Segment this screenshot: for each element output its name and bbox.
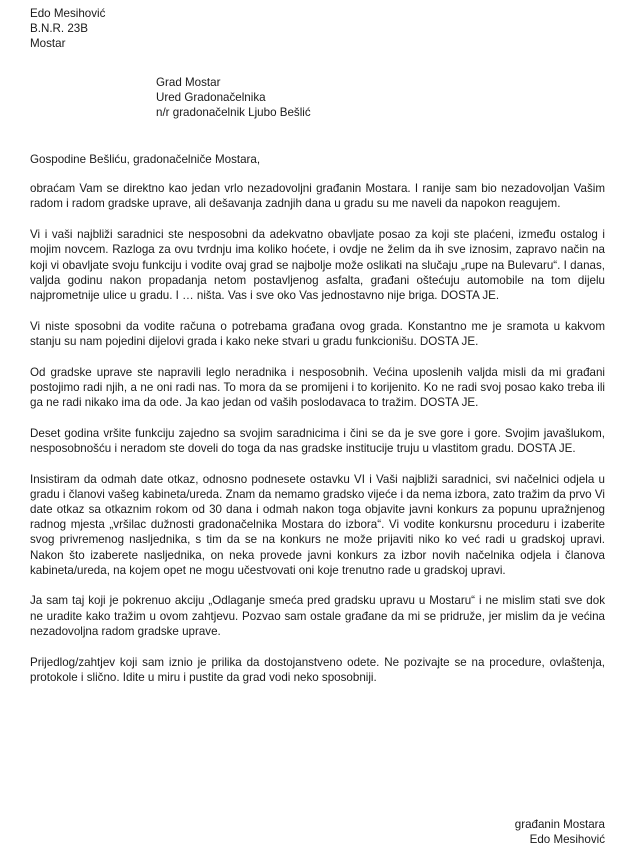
paragraph-4: Od gradske uprave ste napravili leglo neradnika i nesposobnih. Većina uposlenih valjda misli da mi građani postojimo radi njih, a ne oni radi nas. To mora da se promijeni i to korijenito. Ko ne radi svoj posao kako treba ili ga ne radi nikako ima da ode. Ja kao jedan od vaših poslodavaca to tražim. DOSTA JE. (30, 365, 605, 409)
sender-block (30, 6, 105, 52)
paragraph-7: Ja sam taj koji je pokrenuo akciju „Odlaganje smeća pred gradsku upravu u Mostaru“ i ne mislim stati sve dok ne uradite kako tražim u ovom zahtjevu. Pozvao sam ostale građane da mi se pridruže, jer mislim da je većina nezadovoljna radom gradske uprave. (30, 594, 605, 638)
sender-address: B.N.R. 23B (30, 22, 88, 36)
paragraph-6: Insistiram da odmah date otkaz, odnosno podnesete ostavku VI i Vaši najbliži saradnici, svi načelnici odjela u gradu i članovi vašeg kabineta/ureda. Znam da nemamo gradsko vijeće i da nema izbora, zato tražim da prvo Vi date otkaz sa otkaznim rokom od 30 dana i odmah nakon toga objavite javni konkurs za popunu upražnjenog radnog mjesta „vršilac dužnosti gradonačelnika Mostara do izbora“. Vi vodite konkursnu proceduru i izaberite svog privremenog nasljednika, s tim da se na konkurs ne može prijaviti niko ko već radi u gradskoj upravi. Nakon što izaberete nasljednika, on neka provede javni konkurs za izbor novih načelnika odjela i članova kabineta/ureda, na kojem opet ne mogu učestvovati oni koje trenutno rade u gradskoj upravi. (30, 472, 605, 577)
sender-city: Mostar (30, 37, 66, 51)
paragraph-5: Deset godina vršite funkciju zajedno sa svojim saradnicima i čini se da je sve gore i gore. Svojim javašlukom, nesposobnošću i neradom ste doveli do toga da nas gradske institucije truju u vlastitom gradu. DOSTA JE. (30, 426, 605, 455)
recipient-line-2: Ured Gradonačelnika (156, 91, 266, 105)
recipient-block (156, 75, 311, 121)
letter-body (30, 152, 605, 700)
signature-title: građanin Mostara (514, 818, 605, 831)
paragraph-2: Vi i vaši najbliži saradnici ste nesposobni da adekvatno obavljate posao za koji ste plaćeni, između ostalog i mojim novcem. Razloga za ovu tvrdnju ima koliko hoćete, i ovdje ne želim da ih sve iznosim, zapravo način na koji vi obavljate svoju funkciju i vodite ovaj grad se najbolje može oslikati na slučaju „rupe na Bulevaru“. I danas, valjda godinu nakon propadanja netom postavljenog asfalta, građani oštećuju automobile na tom dijelu najprometnije ulice u gradu. I … ništa. Vas i sve oko Vas jednostavno nije briga. DOSTA JE. (30, 228, 605, 302)
paragraph-1: obraćam Vam se direktno kao jedan vrlo nezadovoljni građanin Mostara. I ranije sam bio nezadovoljan Vašim radom i radom gradske uprave, ali dešavanja zadnjih dana u gradu su me naveli da napokon reagujem. (30, 182, 605, 211)
paragraph-3: Vi niste sposobni da vodite računa o potrebama građana ovog grada. Konstantno me je sramota u kakvom stanju su nam pojedini dijelovi grada i kako neke stvari u gradu funkcionišu. DOSTA JE. (30, 319, 605, 348)
recipient-line-1: Grad Mostar (156, 76, 221, 89)
signature-name: Edo Mesihović (529, 833, 605, 847)
paragraph-8: Prijedlog/zahtjev koji sam iznio je prilika da dostojanstveno odete. Ne pozivajte se na procedure, ovlaštenja, protokole i slično. Idite u miru i pustite da grad vodi neko sposobniji. (30, 655, 605, 684)
signature-block (515, 817, 605, 847)
salutation: Gospodine Bešliću, gradonačelniče Mostara, (30, 153, 261, 166)
recipient-line-3: n/r gradonačelnik Ljubo Bešlić (156, 106, 311, 120)
sender-name: Edo Mesihović (30, 7, 106, 20)
